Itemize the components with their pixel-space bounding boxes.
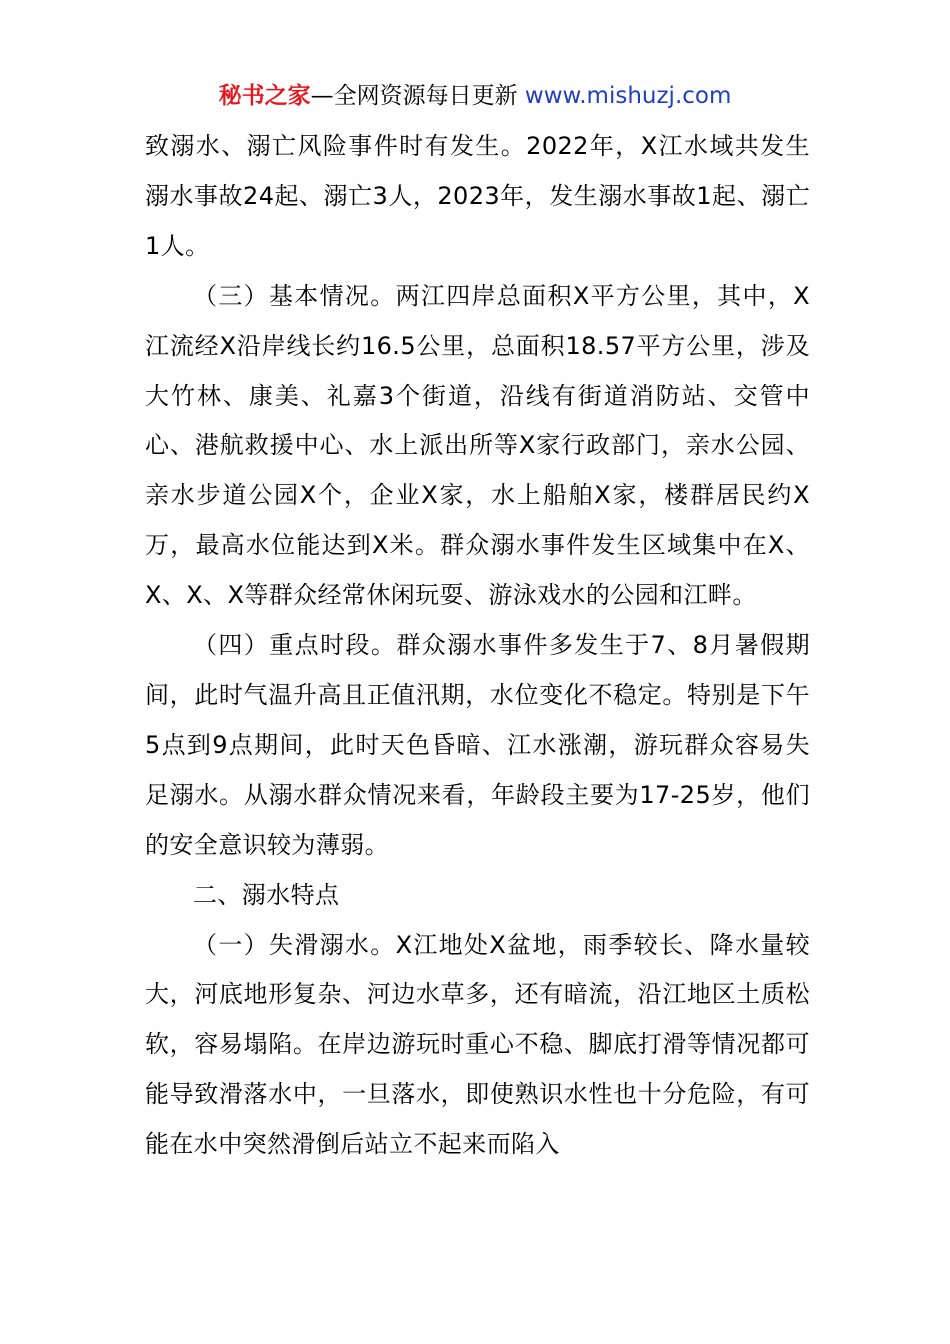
site-url-link[interactable]: www.mishuzj.com	[524, 83, 732, 109]
paragraph-key-periods: （四）重点时段。群众溺水事件多发生于7、8月暑假期间，此时气温升高且正值汛期，水位变化不稳定。特别是下午5点到9点期间，此时天色昏暗、江水涨潮，游玩群众容易失足溺水。从溺水群众情况来看，年龄段主要为17-25岁，他们的安全意识较为薄弱。	[145, 631, 810, 859]
document-body	[145, 122, 810, 1170]
brand-name: 秘书之家	[218, 83, 311, 109]
paragraph-basic-situation: （三）基本情况。两江四岸总面积X平方公里，其中，X江流经X沿岸线长约16.5公里，总面积18.57平方公里，涉及大竹林、康美、礼嘉3个街道，沿线有街道消防站、交管中心、港航救援中心、水上派出所等X家行政部门，亲水公园、亲水步道公园X个，企业X家，水上船舶X家，楼群居民约X万，最高水位能达到X米。群众溺水事件发生区域集中在X、X、X、X等群众经常休闲玩耍、游泳戏水的公园和江畔。	[145, 281, 810, 610]
paragraph-continuation: 致溺水、溺亡风险事件时有发生。2022年，X江水域共发生溺水事故24起、溺亡3人，2023年，发生溺水事故1起、溺亡1人。	[145, 132, 810, 260]
site-header	[0, 78, 950, 114]
paragraph-slip-drowning: （一）失滑溺水。X江地处X盆地，雨季较长、降水量较大，河底地形复杂、河边水草多，还有暗流，沿江地区土质松软，容易塌陷。在岸边游玩时重心不稳、脚底打滑等情况都可能导致滑落水中，一旦落水，即使熟识水性也十分危险，有可能在水中突然滑倒后站立不起来而陷入	[145, 930, 810, 1159]
section-heading-drowning-features: 二、溺水特点	[193, 880, 340, 909]
header-tagline: —全网资源每日更新	[310, 83, 525, 109]
